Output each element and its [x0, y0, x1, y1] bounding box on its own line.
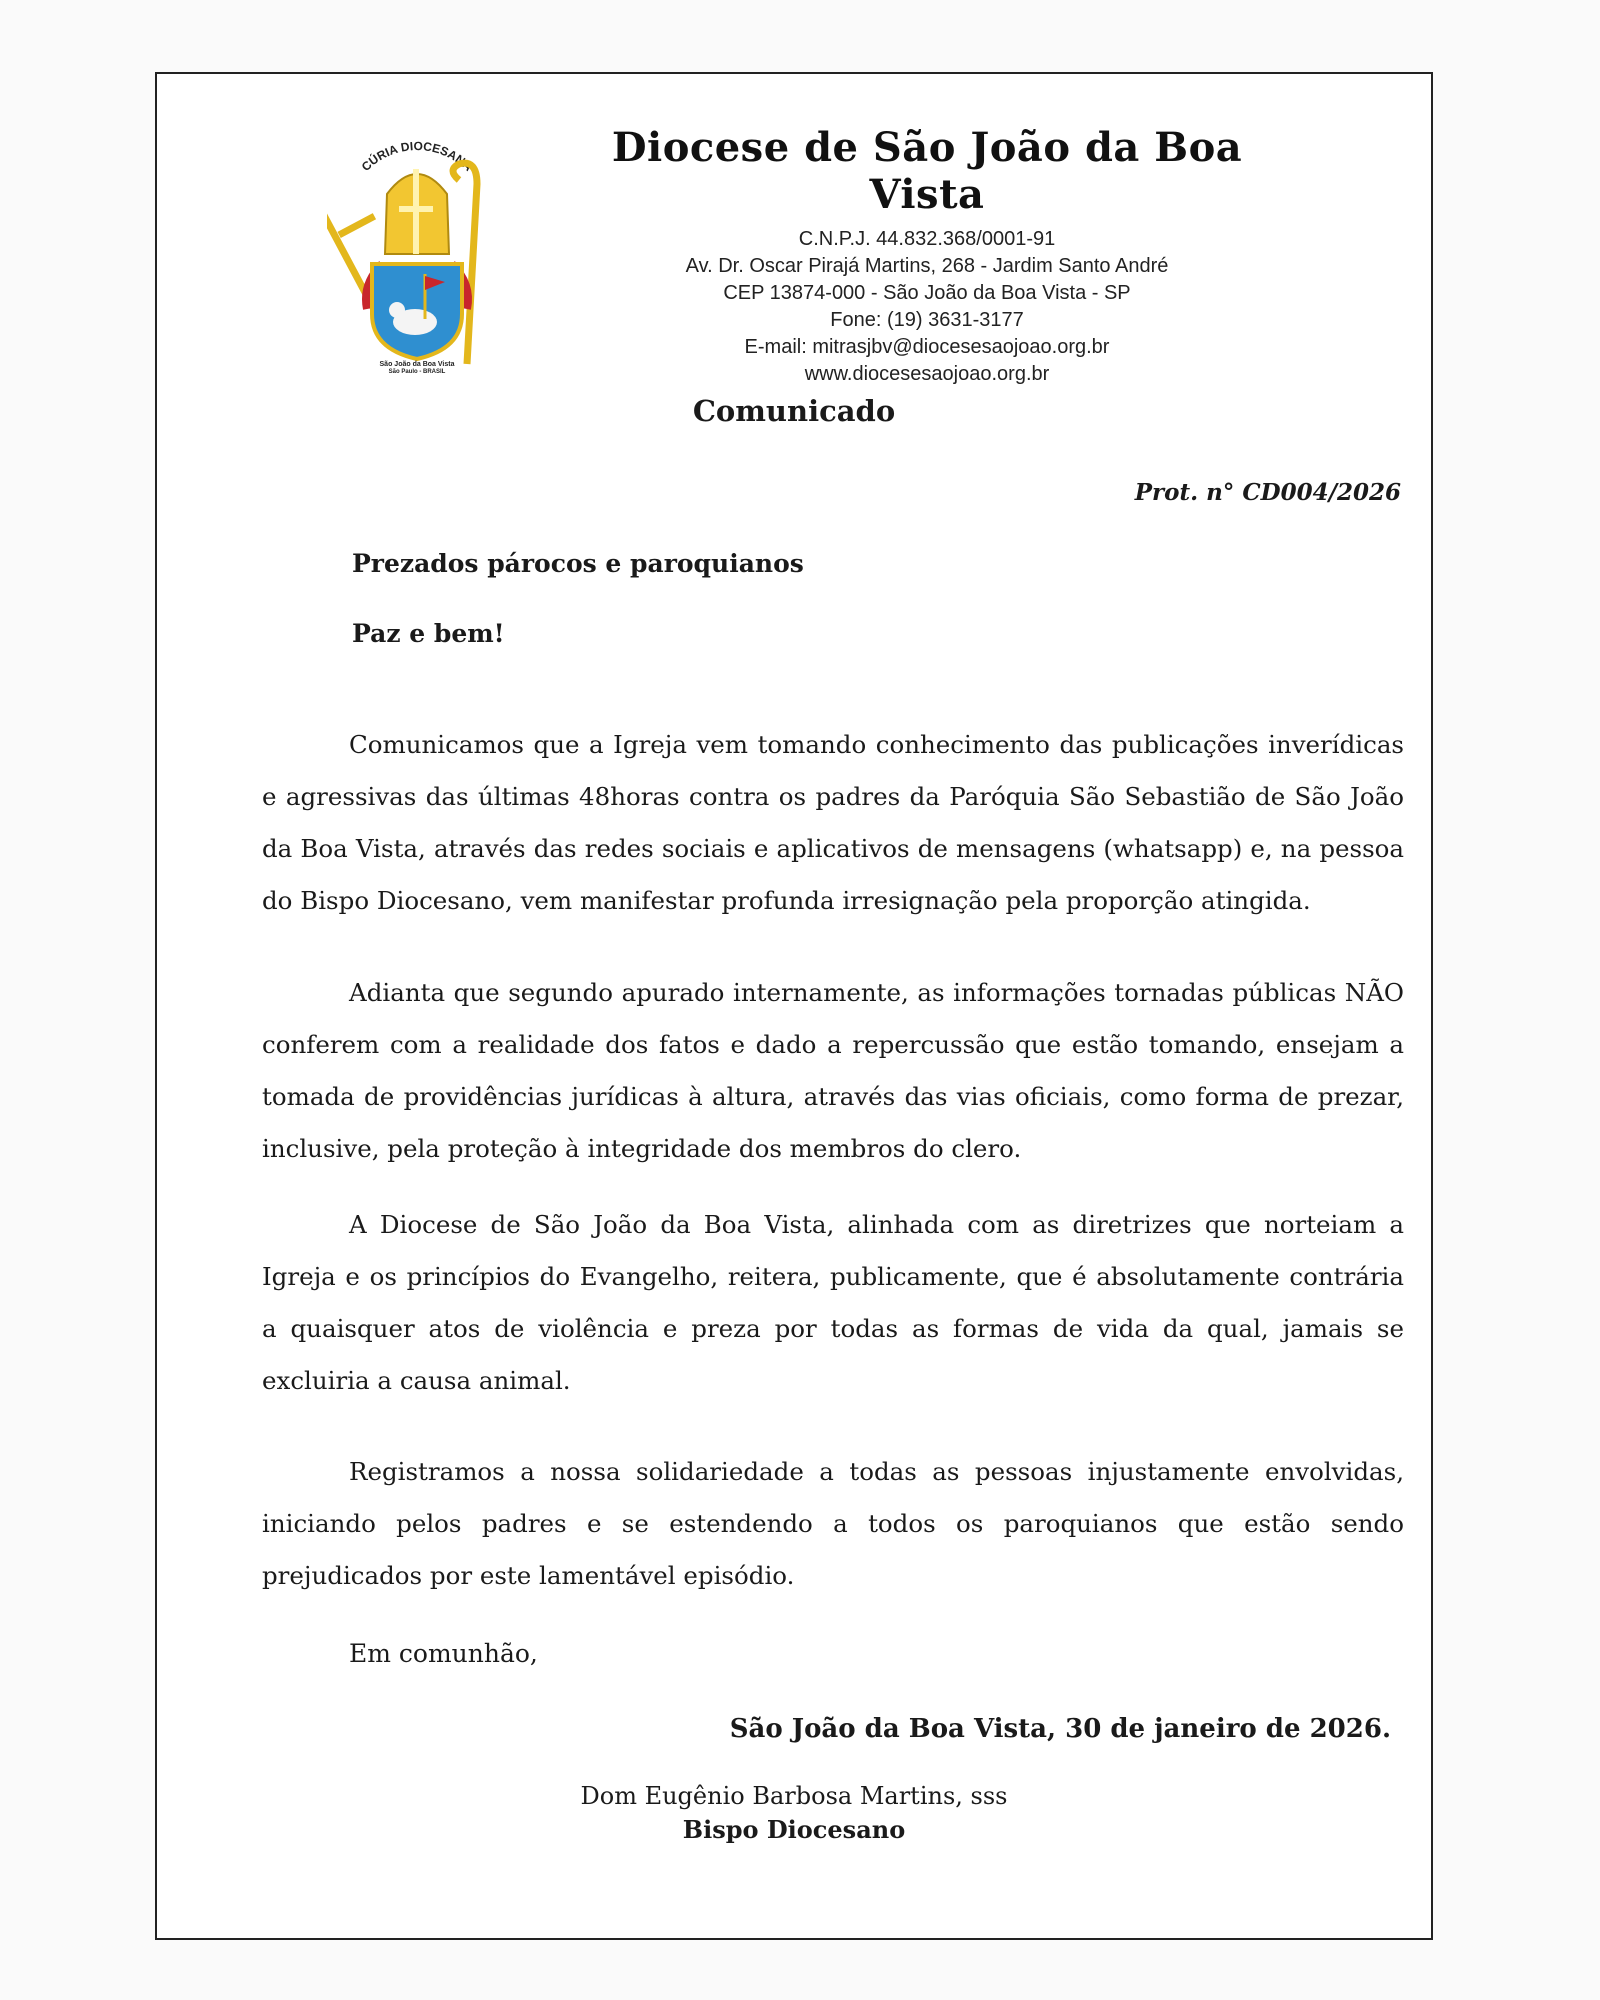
cep-line: CEP 13874-000 - São João da Boa Vista - SP: [723, 282, 1131, 304]
signer-title: Bispo Diocesano: [682, 1815, 906, 1844]
greeting: Paz e bem!: [352, 619, 505, 648]
date-line: São João da Boa Vista, 30 de janeiro de 2026.: [729, 1714, 1391, 1744]
email-line: E-mail: mitrasjbv@diocesesaojoao.org.br: [744, 336, 1110, 358]
address-line: Av. Dr. Oscar Pirajá Martins, 268 - Jardim Santo André: [685, 255, 1169, 277]
logo-arc-text: CÚRIA DIOCESANA: [358, 138, 476, 174]
website-line: www.diocesesaojoao.org.br: [804, 363, 1050, 385]
body-paragraph: Adianta que segundo apurado internamente, as informações tornadas públicas NÃO conferem com a realidade dos fatos e dado a repercussão que estão tomando, ensejam a tomada de providências jurídicas à altura, através das vias oficiais, como forma de prezar, inclusive, pela proteção à integridade dos membros do clero.: [262, 978, 1404, 1163]
phone-line: Fone: (19) 3631-3177: [830, 309, 1024, 331]
protocol-number: Prot. n° CD004/2026: [1134, 479, 1401, 506]
diocese-coat-of-arms-logo: [327, 114, 507, 374]
body-paragraph: A Diocese de São João da Boa Vista, alinhada com as diretrizes que norteiam a Igreja e os princípios do Evangelho, reitera, publicamente, que é absolutamente contrária a quaisquer atos de violência e preza por todas as formas de vida da qual, jamais se excluiria a causa animal.: [262, 1210, 1404, 1395]
closing: Em comunhão,: [349, 1639, 538, 1668]
signer-name: Dom Eugênio Barbosa Martins, sss: [580, 1782, 1008, 1810]
svg-text:CÚRIA DIOCESANA: [359, 139, 476, 174]
salutation: Prezados párocos e paroquianos: [352, 549, 804, 578]
document-page: [155, 72, 1433, 1940]
logo-bottom-text-2: São Paulo - BRASIL: [388, 369, 446, 374]
signature-block: [157, 1779, 1431, 1847]
document-title: Comunicado: [692, 394, 896, 428]
organization-name: Diocese de São João da Boa Vista: [611, 124, 1243, 218]
body-paragraph: Comunicamos que a Igreja vem tomando conhecimento das publicações inverídicas e agressivas das últimas 48horas contra os padres da Paróquia São Sebastião de São João da Boa Vista, através das redes sociais e aplicativos de mensagens (whatsapp) e, na pessoa do Bispo Diocesano, vem manifestar profunda irresignação pela proporção atingida.: [262, 730, 1404, 915]
body-paragraph: Registramos a nossa solidariedade a todas as pessoas injustamente envolvidas, iniciando pelos padres e se estendendo a todos os paroquianos que estão sendo prejudicados por este lamentável episódio.: [262, 1457, 1404, 1590]
letterhead: [597, 124, 1257, 388]
cnpj-line: C.N.P.J. 44.832.368/0001-91: [798, 228, 1056, 250]
logo-bottom-text-1: São João da Boa Vista: [379, 361, 455, 368]
